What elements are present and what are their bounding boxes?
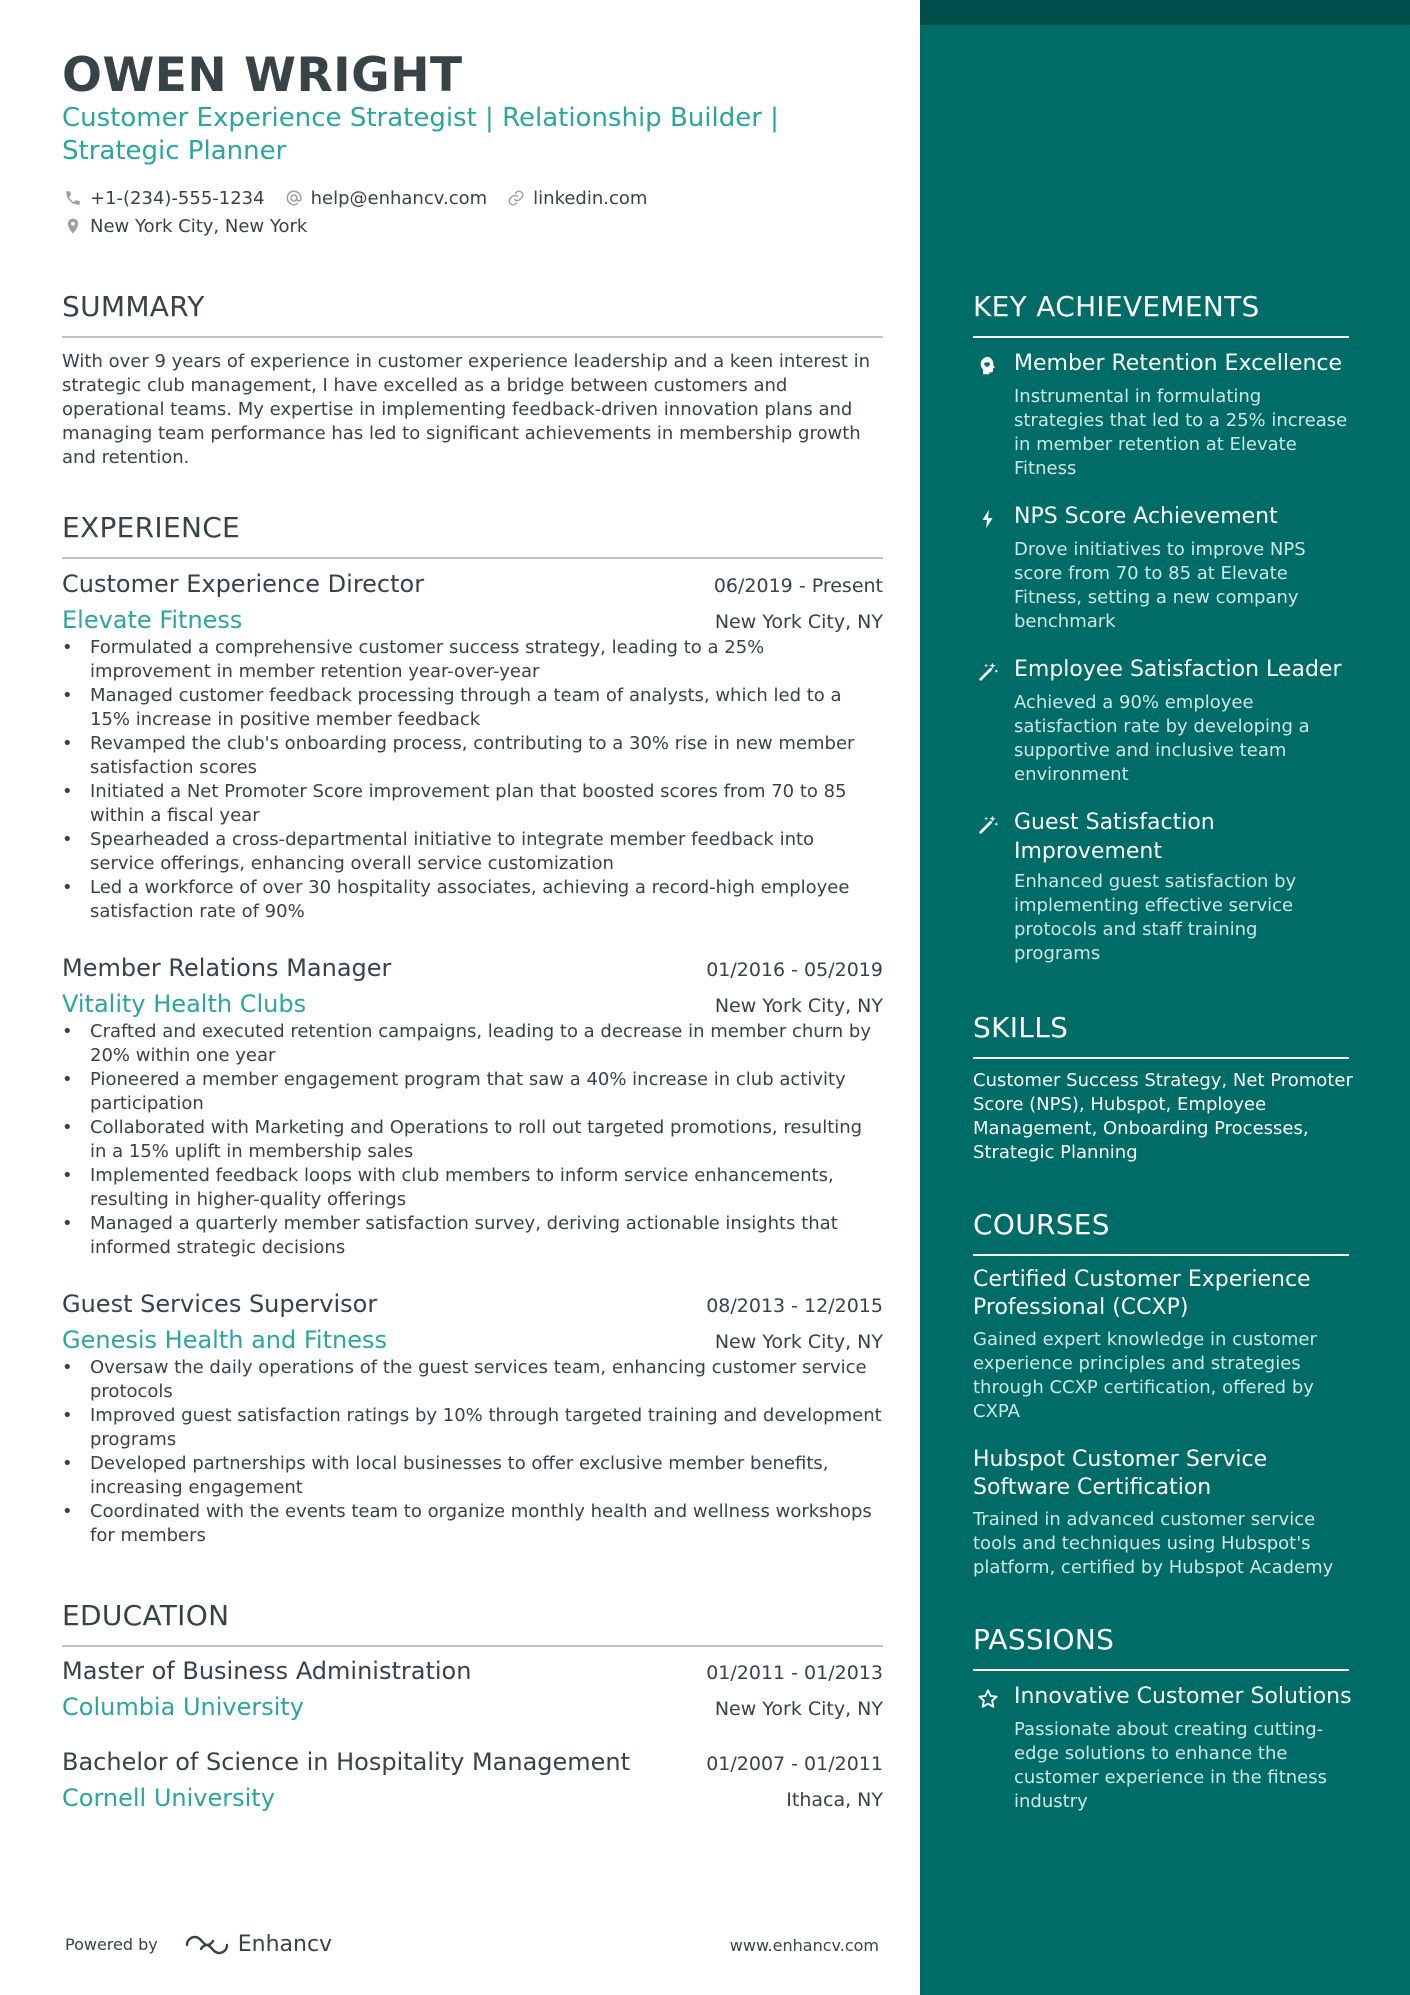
phone-text: +1-(234)-555-1234 xyxy=(90,187,265,209)
degree-title: Bachelor of Science in Hospitality Management xyxy=(62,1748,631,1776)
course-description: Trained in advanced customer service tools and techniques using Hubspot's platform, certified by Hubspot Academy xyxy=(973,1509,1334,1578)
course-title: Certified Customer Experience Professional (CCXP) xyxy=(973,1267,1311,1320)
education-entry xyxy=(62,1657,883,1721)
job-title: Member Relations Manager xyxy=(62,954,392,982)
education-heading: EDUCATION xyxy=(62,1599,230,1632)
job-title: Guest Services Supervisor xyxy=(62,1290,378,1318)
achievement-description: Instrumental in formulating strategies that led to a 25% increase in member retention at Elevate Fitness xyxy=(1014,386,1348,479)
location-text: New York City, New York xyxy=(90,215,308,237)
course-item xyxy=(973,1446,1353,1580)
experience-heading: EXPERIENCE xyxy=(62,511,241,544)
education-location: New York City, NY xyxy=(714,1698,883,1720)
brand-name: Enhancv xyxy=(237,1932,333,1957)
passions-heading: PASSIONS xyxy=(973,1623,1115,1656)
summary-divider xyxy=(62,336,883,338)
passions-divider xyxy=(973,1669,1349,1671)
job-location: New York City, NY xyxy=(714,611,883,633)
phone-contact[interactable] xyxy=(62,187,265,209)
location-contact xyxy=(62,215,307,237)
courses-divider xyxy=(973,1254,1349,1256)
achievement-title: NPS Score Achievement xyxy=(1014,504,1278,529)
email-text: help@enhancv.com xyxy=(310,187,488,209)
bullet-item: • Oversaw the daily operations of the guest services team, enhancing customer service protocols xyxy=(62,1356,883,1404)
lightning-icon xyxy=(973,504,1003,534)
passion-description: Passionate about creating cutting-edge solutions to enhance the customer experience in the fitness industry xyxy=(1014,1719,1327,1812)
skills-heading: SKILLS xyxy=(973,1011,1069,1044)
location-pin-icon xyxy=(62,215,84,237)
achievement-item xyxy=(973,502,1353,634)
sidebar xyxy=(920,0,1410,1995)
education-entry xyxy=(62,1748,883,1812)
experience-entry xyxy=(62,954,883,1260)
course-item xyxy=(973,1266,1353,1424)
education-dates: 01/2011 - 01/2013 xyxy=(706,1662,883,1684)
bullet-item: • Coordinated with the events team to organize monthly health and wellness workshops for members xyxy=(62,1500,883,1548)
magic-wand-icon xyxy=(973,810,1003,840)
achievement-description: Enhanced guest satisfaction by implementing effective service protocols and staff training programs xyxy=(1014,871,1297,964)
phone-icon xyxy=(62,187,84,209)
experience-entry xyxy=(62,570,883,924)
achievement-item xyxy=(973,808,1353,966)
star-icon xyxy=(973,1684,1003,1714)
experience-entry xyxy=(62,1290,883,1548)
magic-wand-icon xyxy=(973,657,1003,687)
link-icon xyxy=(505,187,527,209)
job-dates: 08/2013 - 12/2015 xyxy=(706,1295,883,1317)
linkedin-text: linkedin.com xyxy=(533,187,648,209)
bullet-item: • Formulated a comprehensive customer success strategy, leading to a 25% improvement in member retention year-over-year xyxy=(62,636,883,684)
achievement-description: Drove initiatives to improve NPS score from 70 to 85 at Elevate Fitness, setting a new company benchmark xyxy=(1014,539,1306,632)
sidebar-top-bar xyxy=(920,0,1410,25)
bullet-item: • Led a workforce of over 30 hospitality associates, achieving a record-high employee satisfaction rate of 90% xyxy=(62,876,883,924)
bullet-item: • Spearheaded a cross-departmental initiative to integrate member feedback into service offerings, enhancing overall service customization xyxy=(62,828,883,876)
achievement-item xyxy=(973,349,1353,481)
degree-title: Master of Business Administration xyxy=(62,1657,472,1685)
enhancv-logo-icon xyxy=(184,1933,230,1957)
at-icon xyxy=(283,187,305,209)
job-bullets xyxy=(62,1356,883,1548)
bullet-item: • Initiated a Net Promoter Score improvement plan that boosted scores from 70 to 85 within a fiscal year xyxy=(62,780,883,828)
headline: Customer Experience Strategist | Relationship Builder | Strategic Planner xyxy=(62,103,779,166)
passion-item xyxy=(973,1682,1353,1814)
key-achievements-divider xyxy=(973,336,1349,338)
bullet-item: • Improved guest satisfaction ratings by 10% through targeted training and development programs xyxy=(62,1404,883,1452)
passion-title: Innovative Customer Solutions xyxy=(1014,1684,1352,1709)
job-dates: 06/2019 - Present xyxy=(713,575,883,597)
achievement-title: Member Retention Excellence xyxy=(1014,351,1343,376)
company-name: Genesis Health and Fitness xyxy=(62,1326,387,1354)
education-location: Ithaca, NY xyxy=(786,1789,883,1811)
job-bullets xyxy=(62,636,883,924)
achievement-description: Achieved a 90% employee satisfaction rate by developing a supportive and inclusive team environment xyxy=(1014,692,1310,785)
job-title: Customer Experience Director xyxy=(62,570,425,598)
experience-divider xyxy=(62,557,883,559)
bullet-item: • Developed partnerships with local businesses to offer exclusive member benefits, increasing engagement xyxy=(62,1452,883,1500)
company-name: Elevate Fitness xyxy=(62,606,243,634)
education-divider xyxy=(62,1645,883,1647)
key-achievements-heading: KEY ACHIEVEMENTS xyxy=(973,290,1260,323)
bullet-item: • Crafted and executed retention campaigns, leading to a decrease in member churn by 20% within one year xyxy=(62,1020,883,1068)
bullet-item: • Revamped the club's onboarding process, contributing to a 30% rise in new member satisfaction scores xyxy=(62,732,883,780)
job-bullets xyxy=(62,1020,883,1260)
summary-text: With over 9 years of experience in customer experience leadership and a keen interest in strategic club management, I have excelled as a bridge between customers and operational teams. My expertise in implementing feedback-driven innovation plans and managing team performance has led to significant achievements in membership growth and retention. xyxy=(62,351,871,468)
school-name: Cornell University xyxy=(62,1784,275,1812)
enhancv-logo[interactable] xyxy=(184,1932,332,1957)
course-title: Hubspot Customer Service Software Certification xyxy=(973,1447,1268,1500)
heart-head-icon xyxy=(973,351,1003,381)
bullet-item: • Managed customer feedback processing through a team of analysts, which led to a 15% increase in positive member feedback xyxy=(62,684,883,732)
job-dates: 01/2016 - 05/2019 xyxy=(706,959,883,981)
school-name: Columbia University xyxy=(62,1693,305,1721)
skills-divider xyxy=(973,1057,1349,1059)
education-dates: 01/2007 - 01/2011 xyxy=(706,1753,883,1775)
bullet-item: • Collaborated with Marketing and Operations to roll out targeted promotions, resulting in a 15% uplift in membership sales xyxy=(62,1116,883,1164)
summary-heading: SUMMARY xyxy=(62,290,205,323)
job-location: New York City, NY xyxy=(714,1331,883,1353)
bullet-item: • Managed a quarterly member satisfaction survey, deriving actionable insights that informed strategic decisions xyxy=(62,1212,883,1260)
achievement-title: Guest Satisfaction Improvement xyxy=(1014,810,1215,864)
achievement-item xyxy=(973,655,1353,787)
footer-powered-by xyxy=(65,1932,332,1957)
job-location: New York City, NY xyxy=(714,995,883,1017)
courses-heading: COURSES xyxy=(973,1208,1110,1241)
bullet-item: • Implemented feedback loops with club members to inform service enhancements, resulting in higher-quality offerings xyxy=(62,1164,883,1212)
skills-list: Customer Success Strategy, Net Promoter Score (NPS), Hubspot, Employee Management, Onboarding Processes, Strategic Planning xyxy=(973,1070,1353,1163)
achievement-title: Employee Satisfaction Leader xyxy=(1014,657,1342,682)
email-contact[interactable] xyxy=(283,187,488,209)
course-description: Gained expert knowledge in customer experience principles and strategies through CCXP certification, offered by CXPA xyxy=(973,1329,1317,1422)
powered-by-label: Powered by xyxy=(65,1935,158,1954)
candidate-name: OWEN WRIGHT xyxy=(62,48,463,103)
bullet-item: • Pioneered a member engagement program that saw a 40% increase in club activity participation xyxy=(62,1068,883,1116)
linkedin-contact[interactable] xyxy=(505,187,647,209)
contact-info xyxy=(62,184,862,240)
company-name: Vitality Health Clubs xyxy=(62,990,307,1018)
footer-website[interactable]: www.enhancv.com xyxy=(729,1936,879,1955)
